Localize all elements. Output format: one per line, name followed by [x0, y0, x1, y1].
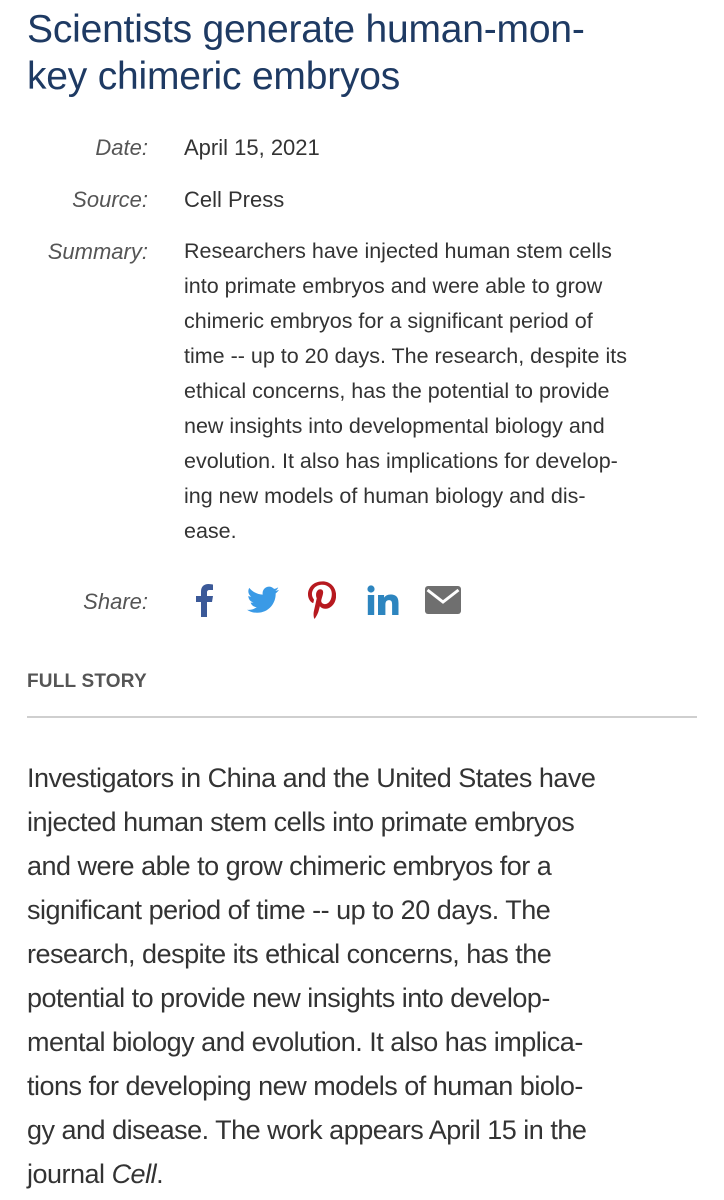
title-line: Scientists generate human-mon-: [27, 8, 585, 51]
source-label: Source:: [72, 187, 148, 212]
body-line: mental biology and evolution. It also has implica-: [27, 1027, 583, 1057]
summary-label: Summary:: [47, 239, 148, 264]
linkedin-share-button[interactable]: [366, 580, 400, 620]
title-line: key chimeric embryos: [27, 55, 401, 98]
facebook-share-button[interactable]: [190, 580, 218, 620]
body-text-fragment: journal: [27, 1159, 112, 1189]
body-line: injected human stem cells into primate embryos: [27, 807, 575, 837]
twitter-icon: [247, 586, 279, 614]
summary-line: chimeric embryos for a significant period of: [184, 309, 593, 333]
body-line: potential to provide new insights into develop-: [27, 983, 550, 1013]
summary-line: ease.: [184, 519, 237, 543]
body-line: significant period of time -- up to 20 days. The: [27, 895, 551, 925]
body-line-last: [27, 1152, 707, 1196]
body-line: Investigators in China and the United States have: [27, 763, 596, 793]
email-share-button[interactable]: [424, 580, 462, 620]
summary-line: evolution. It also has implications for develop-: [184, 449, 618, 473]
summary-line: time -- up to 20 days. The research, despite its: [184, 344, 627, 368]
body-line: research, despite its ethical concerns, has the: [27, 939, 552, 969]
summary-line: ethical concerns, has the potential to provide: [184, 379, 610, 403]
body-line: gy and disease. The work appears April 15 in the: [27, 1115, 587, 1145]
story-body: [27, 756, 707, 1196]
pinterest-share-button[interactable]: [306, 580, 338, 620]
pinterest-icon: [308, 581, 336, 619]
summary-line: into primate embryos and were able to grow: [184, 274, 603, 298]
twitter-share-button[interactable]: [246, 580, 280, 620]
date-label: Date:: [95, 135, 148, 160]
article-title: [27, 6, 707, 100]
summary-line: ing new models of human biology and dis-: [184, 484, 586, 508]
summary-line: Researchers have injected human stem cells: [184, 239, 612, 263]
source-value: Cell Press: [184, 187, 285, 212]
body-line: tions for developing new models of human biolo-: [27, 1071, 583, 1101]
body-line: and were able to grow chimeric embryos for a: [27, 851, 552, 881]
share-label: Share:: [83, 589, 148, 614]
full-story-heading: FULL STORY: [27, 671, 147, 692]
linkedin-icon: [367, 585, 399, 615]
summary-line: new insights into developmental biology and: [184, 414, 605, 438]
section-divider: [27, 716, 697, 718]
summary-text: [184, 234, 704, 549]
journal-name: Cell: [111, 1159, 157, 1189]
body-text-fragment: .: [156, 1159, 164, 1189]
email-icon: [425, 586, 461, 614]
date-value: April 15, 2021: [184, 135, 320, 160]
facebook-icon: [195, 583, 213, 617]
